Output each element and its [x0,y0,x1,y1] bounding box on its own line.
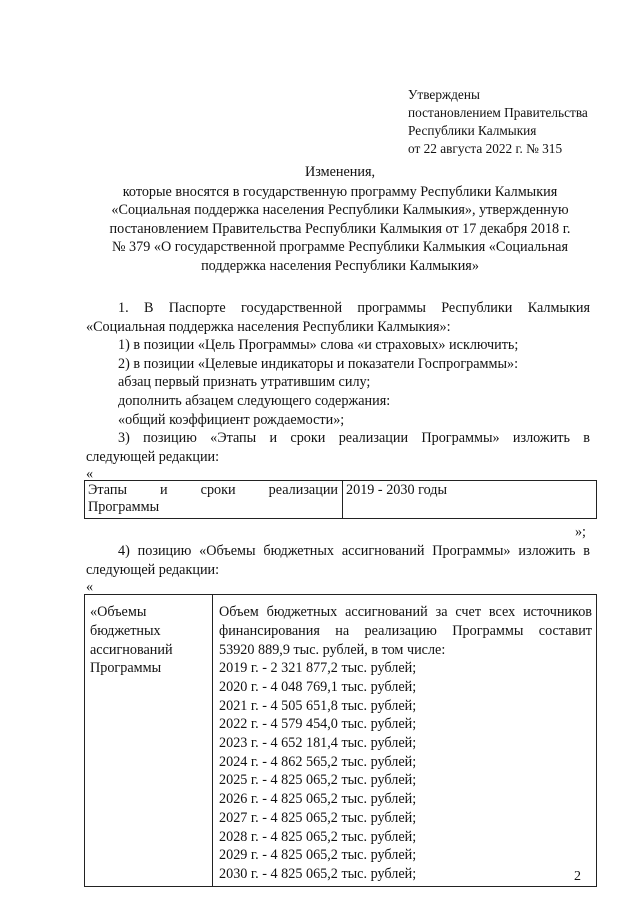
funding-intro-line: финансирования на реализацию Программы составит [219,622,592,639]
subitem-1: 1) в позиции «Цель Программы» слова «и страховых» исключить; [118,337,519,354]
funding-label-line: ассигнований [90,641,173,658]
funding-year-line: 2027 г. - 4 825 065,2 тыс. рублей; [219,809,417,826]
title-line: № 379 «О государственной программе Республики Калмыкия «Социальная [111,239,569,256]
funding-year-line: 2029 г. - 4 825 065,2 тыс. рублей; [219,847,417,864]
funding-year-line: 2022 г. - 4 579 454,0 тыс. рублей; [219,716,417,733]
title-heading: Изменения, [304,164,376,180]
funding-year-line: 2026 г. - 4 825 065,2 тыс. рублей; [219,791,417,808]
title-line: поддержка населения Республики Калмыкия» [201,257,479,274]
stages-value-cell: 2019 - 2030 годы [343,481,597,519]
stages-label-cell [85,481,343,519]
funding-year-line: 2028 г. - 4 825 065,2 тыс. рублей; [219,828,417,845]
funding-label-line: «Объемы [90,604,147,621]
closing-quote: »; [574,524,586,541]
opening-quote: « [86,466,94,483]
subitem-3-line: 3) позицию «Этапы и сроки реализации Программы» изложить в [118,430,590,447]
funding-table [84,594,597,887]
funding-year-line: 2021 г. - 4 505 651,8 тыс. рублей; [219,697,417,714]
subitem-4-line: 4) позицию «Объемы бюджетных ассигнований Программы» изложить в [118,542,590,559]
funding-intro-line: 53920 889,9 тыс. рублей, в том числе: [219,641,446,658]
document-title [70,163,610,276]
title-line: постановлением Правительства Республики Калмыкия от 17 декабря 2018 г. [109,220,571,237]
approval-line: от 22 августа 2022 г. № 315 [408,141,563,156]
approval-block [408,86,588,158]
approval-line: Утверждены [408,87,480,102]
funding-year-line: 2019 г. - 2 321 877,2 тыс. рублей; [219,660,417,677]
stages-table [84,480,597,519]
title-line: «Социальная поддержка населения Республики Калмыкия», утвержденную [111,202,569,219]
funding-intro-line: Объем бюджетных ассигнований за счет всех источников [219,604,592,621]
stages-label-line: Этапы и сроки реализации [88,482,338,499]
approval-line: Республики Калмыкия [408,123,537,138]
funding-value-cell [213,595,597,887]
table-row [85,595,597,887]
funding-year-line: 2020 г. - 4 048 769,1 тыс. рублей; [219,678,417,695]
funding-label-cell [85,595,213,887]
approval-line: постановлением Правительства [408,105,588,120]
subitem-2-paragraph: дополнить абзацем следующего содержания: [118,392,391,409]
funding-year-line: 2025 г. - 4 825 065,2 тыс. рублей; [219,772,417,789]
opening-quote: « [86,579,94,596]
title-line: которые вносятся в государственную программу Республики Калмыкия [122,183,558,200]
funding-label-line: Программы [90,660,162,677]
subitem-4-line: следующей редакции: [86,561,220,578]
page-number: 2 [574,869,581,884]
subitem-2: 2) в позиции «Целевые индикаторы и показатели Госпрограммы»: [118,355,519,372]
funding-year-line: 2024 г. - 4 862 565,2 тыс. рублей; [219,753,417,770]
paragraph-1-line: «Социальная поддержка населения Республики Калмыкия»: [86,318,451,335]
funding-year-line: 2023 г. - 4 652 181,4 тыс. рублей; [219,735,417,752]
paragraph-1-line: 1. В Паспорте государственной программы Республики Калмыкия [118,300,590,316]
subitem-2-paragraph: «общий коэффициент рождаемости»; [118,411,345,428]
funding-label-line: бюджетных [90,622,161,639]
stages-label-line: Программы [88,499,160,516]
document-body [86,299,590,887]
subitem-2-paragraph: абзац первый признать утратившим силу; [118,374,371,391]
subitem-3-line: следующей редакции: [86,448,220,465]
table-row [85,481,597,519]
funding-year-line: 2030 г. - 4 825 065,2 тыс. рублей; [219,865,417,882]
